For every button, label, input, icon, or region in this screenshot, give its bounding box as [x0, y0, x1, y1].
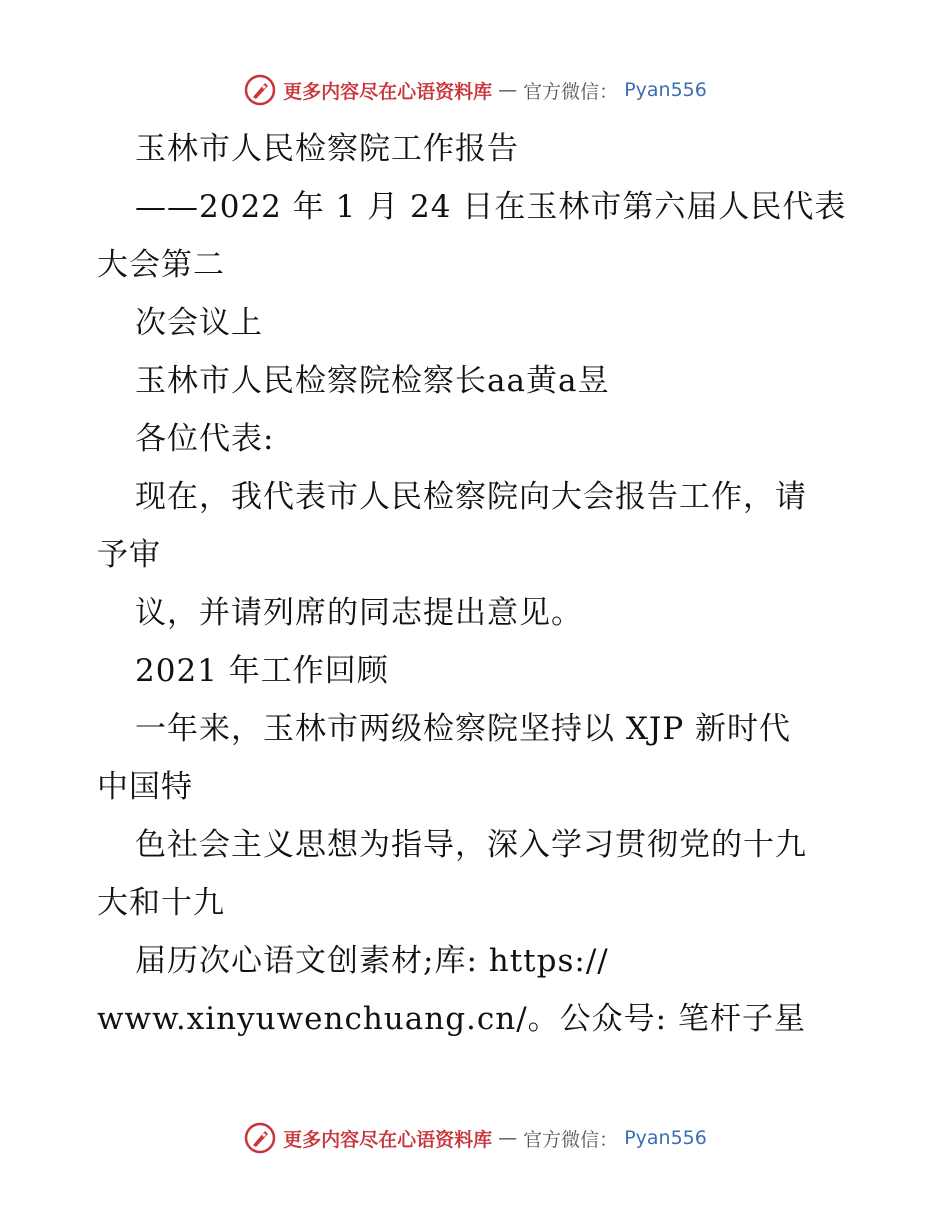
document-paragraph-line: www.xinyuwenchuang.cn/。公众号: 笔杆子星	[97, 1001, 806, 1037]
banner-dash: —	[498, 1127, 518, 1149]
document-salutation: 各位代表:	[135, 421, 275, 457]
document-paragraph-line: 中国特	[97, 769, 193, 805]
pen-nib-circle-icon	[243, 73, 277, 107]
banner-wechat-id: Pyan556	[624, 1127, 707, 1149]
document-paragraph-line: 议，并请列席的同志提出意见。	[135, 595, 583, 631]
footer-banner	[0, 1118, 950, 1158]
document-paragraph-line: 予审	[97, 537, 161, 573]
document-paragraph-line: 大和十九	[97, 885, 225, 921]
document-paragraph-line: 色社会主义思想为指导，深入学习贯彻党的十九	[135, 827, 807, 863]
pen-nib-circle-icon	[243, 1121, 277, 1155]
document-title: 玉林市人民检察院工作报告	[135, 131, 519, 167]
document-subtitle-line: 次会议上	[135, 305, 263, 341]
header-banner	[0, 70, 950, 110]
banner-promo-text: 更多内容尽在心语资料库	[283, 80, 493, 103]
banner-promo-text: 更多内容尽在心语资料库	[283, 1128, 493, 1151]
banner-wechat-id: Pyan556	[624, 79, 707, 101]
banner-wechat-label: 官方微信：	[523, 1128, 619, 1151]
banner-wechat-label: 官方微信：	[523, 80, 619, 103]
document-author: 玉林市人民检察院检察长aa黄a昱	[135, 363, 610, 399]
document-section-heading: 2021 年工作回顾	[135, 653, 389, 689]
document-subtitle-line: ——2022 年 1 月 24 日在玉林市第六届人民代表	[135, 189, 847, 225]
document-subtitle-line: 大会第二	[97, 247, 225, 283]
document-body	[97, 120, 877, 1048]
document-paragraph-line: 现在，我代表市人民检察院向大会报告工作，请	[135, 479, 807, 515]
banner-dash: —	[498, 79, 518, 101]
document-paragraph-line: 一年来，玉林市两级检察院坚持以 XJP 新时代	[135, 711, 792, 747]
document-paragraph-line: 届历次心语文创素材;库: https://	[135, 943, 609, 979]
